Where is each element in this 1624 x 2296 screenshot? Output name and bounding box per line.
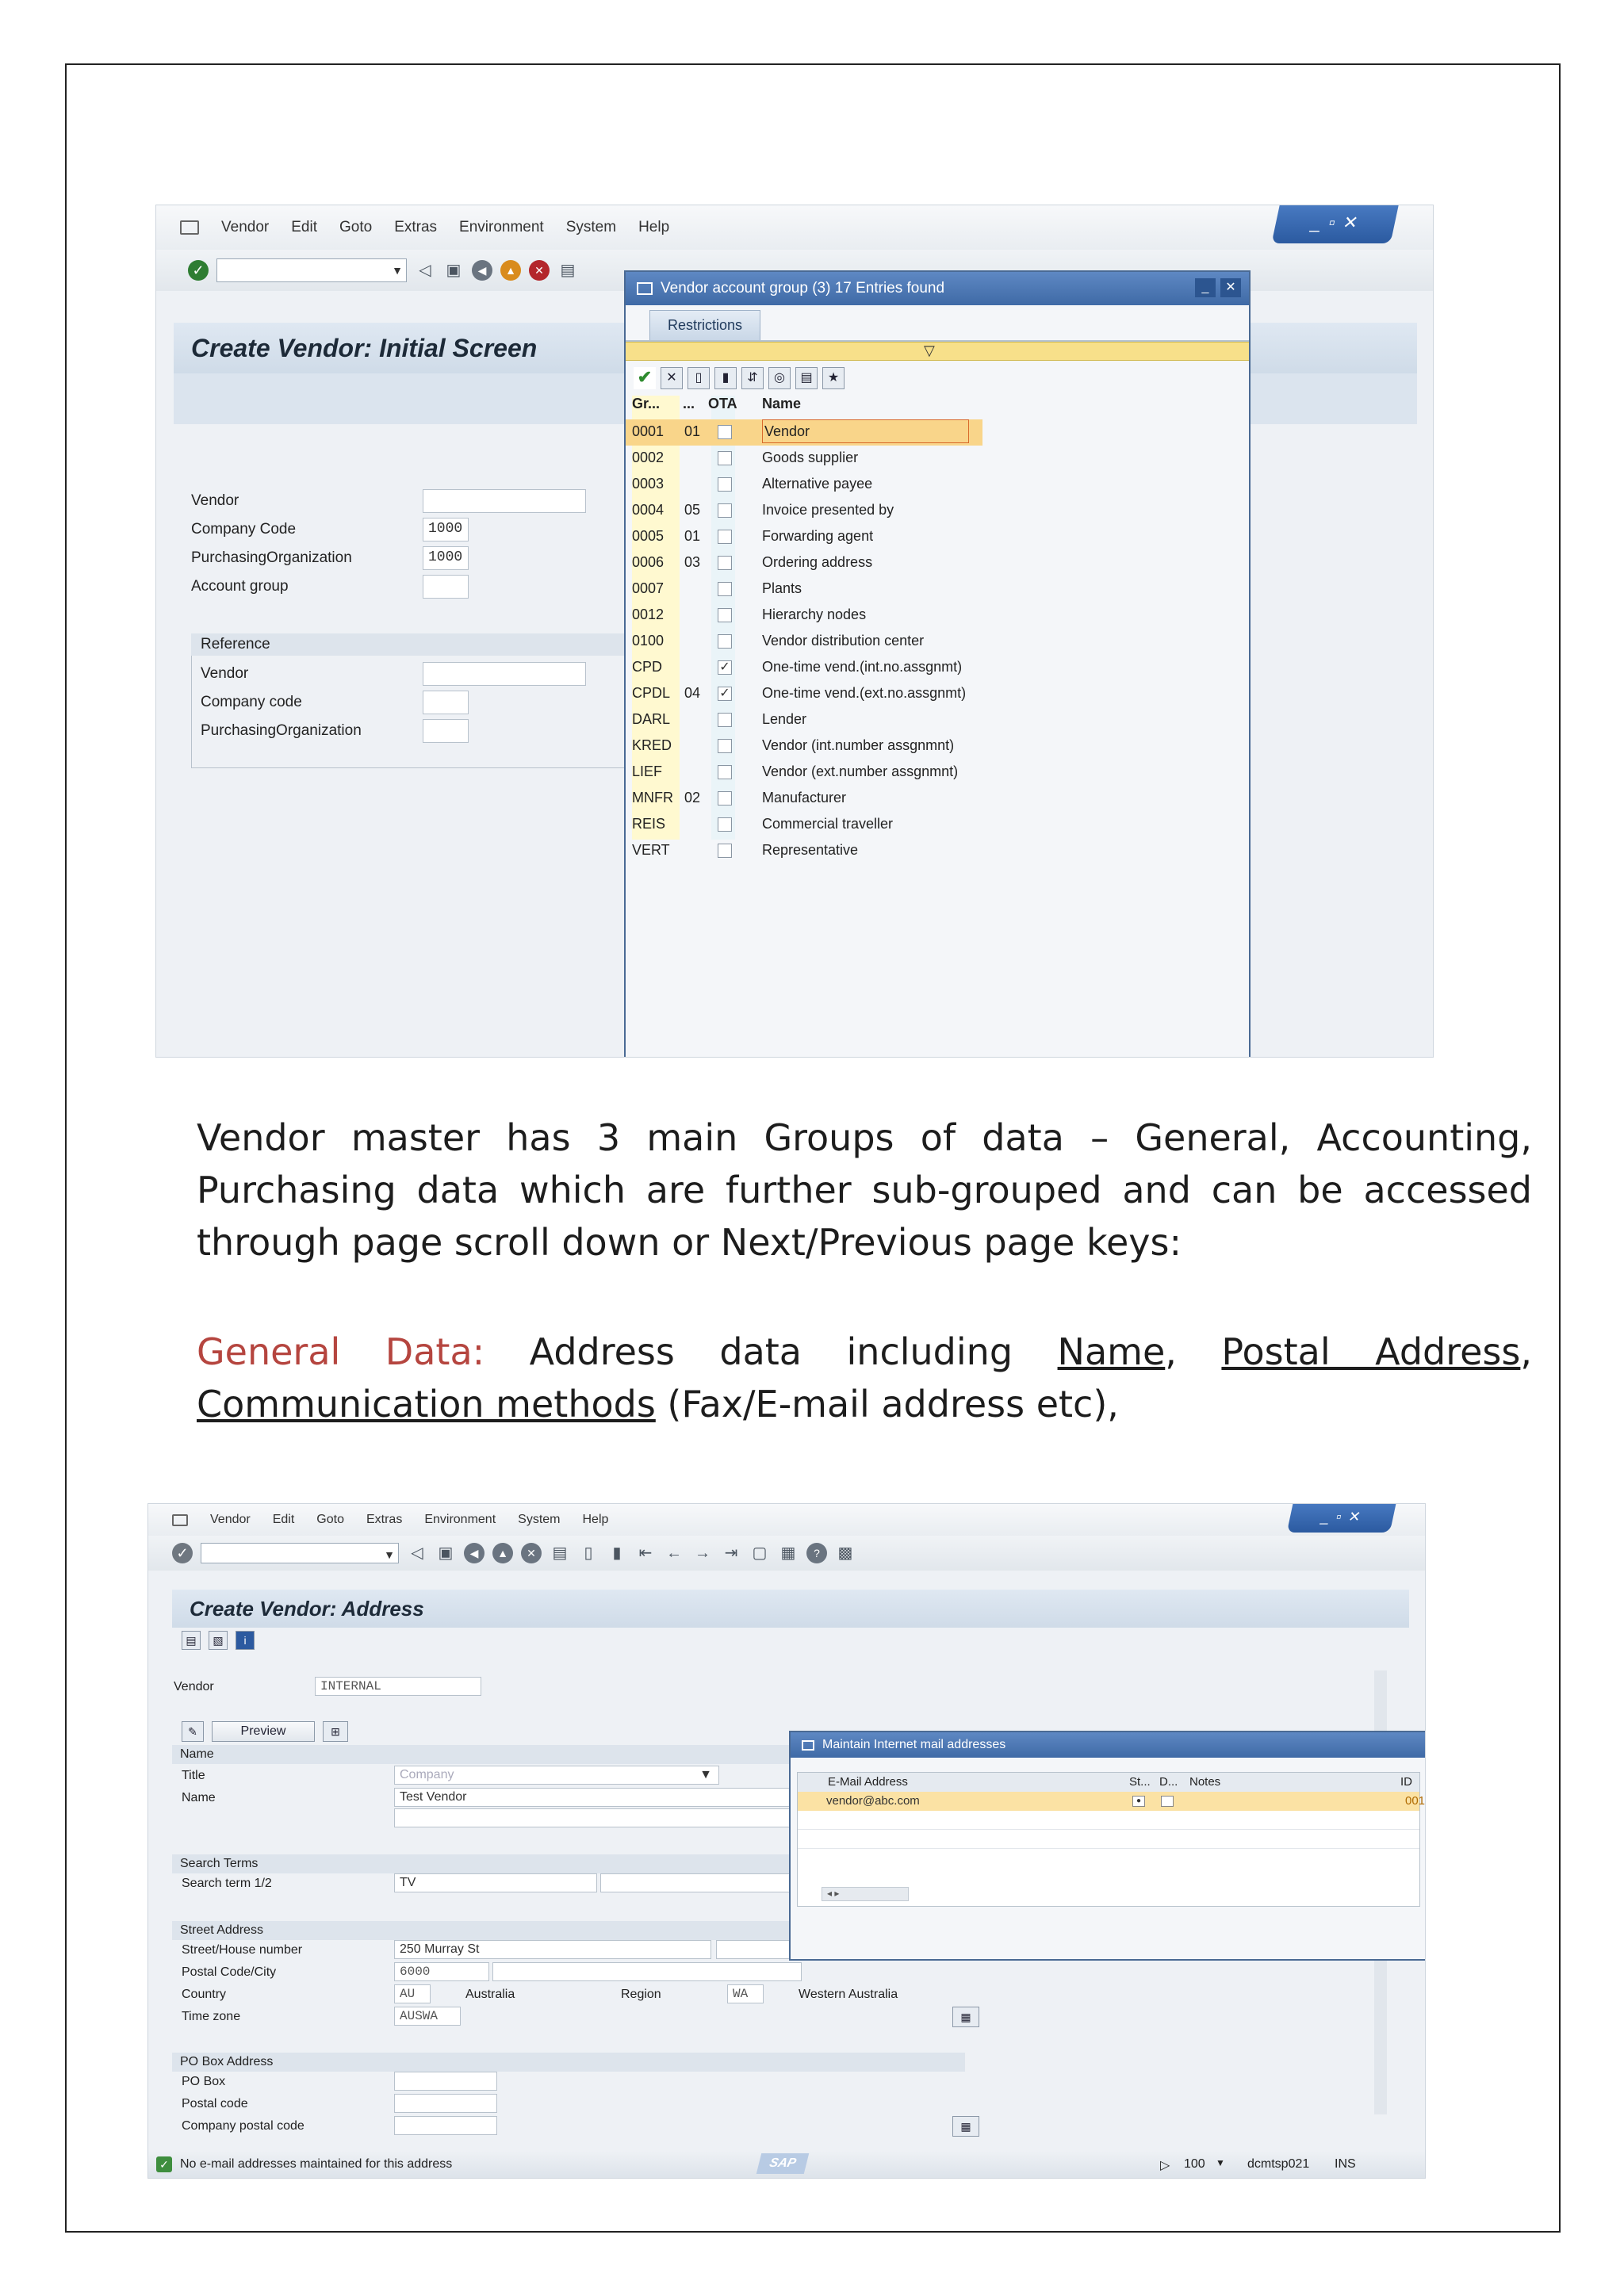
group-code-cell: 0001 xyxy=(632,423,665,439)
name-input-2[interactable] xyxy=(394,1808,806,1827)
menu-system[interactable]: System xyxy=(518,1513,561,1526)
account-group-name-cell: Hierarchy nodes xyxy=(762,607,867,622)
po-box-input[interactable] xyxy=(394,2072,497,2091)
region-input[interactable]: WA xyxy=(727,1984,764,2003)
next-page-icon[interactable]: → xyxy=(695,1544,710,1562)
email-table-header xyxy=(798,1773,1419,1792)
sap-logo-icon: SAP xyxy=(756,2153,809,2174)
one-time-account-checkbox[interactable] xyxy=(718,791,732,806)
company-postal-code-label: Company postal code xyxy=(182,2119,304,2133)
title-dropdown[interactable] xyxy=(394,1766,719,1785)
account-group-name-cell: Vendor (ext.number assgnmnt) xyxy=(762,763,959,779)
one-time-account-checkbox[interactable] xyxy=(718,634,732,649)
reference-purchasing-org-label: PurchasingOrganization xyxy=(201,722,362,739)
menu-goto[interactable]: Goto xyxy=(316,1513,344,1526)
group-code-cell: 0002 xyxy=(632,450,665,465)
postal-address-link[interactable]: Postal Address xyxy=(1221,1330,1521,1373)
play-icon[interactable]: ▷ xyxy=(1160,2159,1170,2172)
page-title: Create Vendor: Address xyxy=(172,1590,1409,1628)
cancel-icon[interactable]: ✕ xyxy=(521,1543,542,1563)
one-time-account-checkbox[interactable] xyxy=(718,503,732,518)
empty-row xyxy=(798,1811,1419,1830)
vendor-value: INTERNAL xyxy=(315,1677,481,1696)
account-group-row[interactable] xyxy=(626,576,982,603)
body-paragraph-general-data xyxy=(197,1326,1532,1430)
save-icon[interactable]: ▣ xyxy=(438,1544,454,1562)
account-group-name-cell: Lender xyxy=(762,711,807,727)
account-group-row[interactable] xyxy=(626,629,982,655)
find-next-icon[interactable]: ▮ xyxy=(612,1544,622,1562)
column-do-not-use[interactable]: D... xyxy=(1159,1775,1178,1789)
search-term-2-input[interactable] xyxy=(600,1873,803,1892)
region-name: Western Australia xyxy=(799,1988,898,2001)
one-time-account-checkbox[interactable] xyxy=(718,739,732,753)
find-icon[interactable]: ▯ xyxy=(584,1544,593,1562)
reference-company-code-input[interactable] xyxy=(423,691,469,714)
general-data-lead: General Data: xyxy=(197,1330,485,1373)
menu-bar xyxy=(156,205,1433,250)
name-label: Name xyxy=(182,1791,216,1804)
one-time-account-checkbox[interactable]: ✓ xyxy=(718,660,732,675)
account-group-name-cell: Plants xyxy=(762,580,802,596)
insert-mode: INS xyxy=(1335,2157,1356,2171)
group-code-cell: CPDL xyxy=(632,685,671,701)
layout-icon[interactable]: ▩ xyxy=(837,1544,853,1562)
menu-system[interactable]: System xyxy=(565,219,617,235)
more-fields-icon[interactable]: ▦ xyxy=(952,2007,979,2027)
success-status-icon: ✓ xyxy=(156,2156,172,2172)
reference-heading: Reference xyxy=(191,633,635,656)
number-range-cell: 01 xyxy=(684,423,701,439)
account-group-row[interactable] xyxy=(626,472,982,498)
one-time-account-checkbox[interactable] xyxy=(718,608,732,622)
first-page-icon[interactable]: ⇤ xyxy=(638,1544,653,1562)
group-code-cell: CPD xyxy=(632,659,663,675)
title-label: Title xyxy=(182,1769,205,1782)
text-segment: , xyxy=(1520,1330,1532,1373)
postal-code-input[interactable]: 6000 xyxy=(394,1962,489,1981)
postal-code-city-label: Postal Code/City xyxy=(182,1965,277,1979)
standard-toolbar xyxy=(148,1536,1425,1571)
popup-title-bar xyxy=(626,272,1249,305)
reference-vendor-input[interactable] xyxy=(423,662,586,686)
group-code-cell: KRED xyxy=(632,737,672,753)
do-not-use-checkbox[interactable] xyxy=(1161,1796,1174,1807)
communication-methods-link[interactable]: Communication methods xyxy=(197,1383,656,1425)
purchasing-org-label: PurchasingOrganization xyxy=(191,549,352,566)
check-icon[interactable]: ✎ xyxy=(182,1721,204,1742)
one-time-account-checkbox[interactable] xyxy=(718,713,732,727)
one-time-account-checkbox[interactable] xyxy=(718,477,732,492)
email-row[interactable] xyxy=(798,1792,1426,1811)
window-controls[interactable]: _ ▫ ✕ xyxy=(1287,1503,1397,1533)
filter-triangle-icon: ▽ xyxy=(924,342,935,358)
account-group-row[interactable] xyxy=(626,524,982,550)
number-range-cell: 02 xyxy=(684,790,701,806)
column-ota[interactable]: OTA xyxy=(708,396,737,411)
menu-edit[interactable]: Edit xyxy=(272,1513,295,1526)
exit-icon[interactable]: ▲ xyxy=(500,260,521,281)
one-time-account-checkbox[interactable] xyxy=(718,844,732,858)
account-group-row[interactable] xyxy=(626,838,982,864)
reference-purchasing-org-input[interactable] xyxy=(423,719,469,743)
account-group-row[interactable] xyxy=(626,419,982,446)
one-time-account-checkbox[interactable] xyxy=(718,530,732,544)
account-group-name-cell: Vendor (int.number assgnmnt) xyxy=(762,737,955,753)
account-group-name-cell: Goods supplier xyxy=(762,450,859,465)
print-icon[interactable]: ▤ xyxy=(560,262,576,279)
list-header xyxy=(626,396,982,418)
popup-window-icon xyxy=(637,282,653,295)
maintain-email-popup xyxy=(789,1731,1426,1961)
account-group-name-cell: Ordering address xyxy=(762,554,873,570)
group-code-cell: MNFR xyxy=(632,790,673,806)
server-name: dcmtsp021 xyxy=(1247,2157,1310,2171)
more-fields-icon-2[interactable]: ▦ xyxy=(952,2116,979,2137)
zoom-value[interactable]: 100 xyxy=(1184,2157,1205,2171)
account-group-name-cell: Commercial traveller xyxy=(762,816,894,832)
column-group[interactable]: Gr... xyxy=(632,396,661,411)
preview-button[interactable] xyxy=(212,1721,315,1742)
po-postal-code-input[interactable] xyxy=(394,2094,497,2113)
help-icon[interactable]: ? xyxy=(806,1543,827,1563)
street-label: Street/House number xyxy=(182,1943,303,1957)
sort-icon[interactable]: ⇵ xyxy=(741,367,764,389)
menu-vendor[interactable]: Vendor xyxy=(221,219,270,235)
city-input[interactable] xyxy=(492,1962,802,1981)
number-range-cell: 04 xyxy=(684,685,701,701)
dropdown-arrow-icon: ▼ xyxy=(699,1768,712,1781)
group-code-cell: DARL xyxy=(632,711,671,727)
save-icon[interactable]: ▣ xyxy=(446,262,462,279)
group-code-cell: VERT xyxy=(632,842,670,858)
export-icon[interactable]: ▤ xyxy=(795,367,818,389)
account-group-row[interactable] xyxy=(626,446,982,472)
exit-icon[interactable]: ▲ xyxy=(492,1543,513,1563)
international-versions-icon[interactable]: ⊞ xyxy=(323,1721,348,1742)
text-segment: Address data including xyxy=(485,1330,1058,1373)
account-group-name-cell: Manufacturer xyxy=(762,790,847,806)
menu-environment[interactable]: Environment xyxy=(424,1513,496,1526)
number-range-cell: 05 xyxy=(684,502,701,518)
enter-check-icon[interactable]: ✓ xyxy=(172,1543,193,1563)
shortcut-icon[interactable]: ▦ xyxy=(780,1544,796,1562)
sap-create-vendor-address-screenshot xyxy=(147,1503,1426,2179)
menu-vendor[interactable]: Vendor xyxy=(210,1513,251,1526)
back-icon[interactable]: ◀ xyxy=(464,1543,485,1563)
sap-create-vendor-initial-screenshot xyxy=(155,205,1434,1058)
find-next-icon[interactable]: ▮ xyxy=(714,367,737,389)
purchasing-org-input[interactable]: 1000 xyxy=(423,546,469,570)
street-address-heading: Street Address xyxy=(172,1921,965,1940)
info-icon[interactable]: i xyxy=(236,1631,255,1650)
back-icon[interactable]: ◀ xyxy=(472,260,492,281)
account-group-row[interactable] xyxy=(626,733,982,760)
group-code-cell: 0006 xyxy=(632,554,665,570)
email-table xyxy=(797,1772,1426,1907)
one-time-account-checkbox[interactable] xyxy=(718,817,732,832)
search-term-1-input[interactable]: TV xyxy=(394,1873,597,1892)
body-paragraph-vendor-master: Vendor master has 3 main Groups of data – General, Accounting, Purchasing data which are further sub-grouped and can be accessed through page scroll down or Next/Previous page keys: xyxy=(197,1116,1532,1264)
command-field[interactable]: ▼ xyxy=(201,1543,399,1563)
vendor-label: Vendor xyxy=(174,1680,214,1693)
menu-goto[interactable]: Goto xyxy=(339,219,373,235)
last-page-icon[interactable]: ⇥ xyxy=(724,1544,738,1562)
email-address-cell[interactable]: vendor@abc.com xyxy=(826,1794,920,1808)
account-group-row[interactable] xyxy=(626,603,982,629)
country-name: Australia xyxy=(465,1988,515,2001)
zoom-dropdown-icon[interactable]: ▼ xyxy=(1216,2157,1225,2168)
name-group-heading: Name xyxy=(172,1745,965,1764)
info-icon[interactable]: ◎ xyxy=(768,367,791,389)
account-group-name-cell: Invoice presented by xyxy=(762,502,894,518)
search-term-label: Search term 1/2 xyxy=(182,1877,272,1890)
email-popup-title: Maintain Internet mail addresses xyxy=(822,1738,1006,1751)
group-code-cell: 0003 xyxy=(632,476,665,492)
account-group-row[interactable] xyxy=(626,786,982,812)
account-group-row[interactable] xyxy=(626,550,982,576)
name-link[interactable]: Name xyxy=(1057,1330,1166,1373)
status-message: No e-mail addresses maintained for this address xyxy=(180,2157,453,2171)
menu-extras[interactable]: Extras xyxy=(394,219,438,235)
email-popup-title-bar xyxy=(791,1732,1426,1758)
account-group-row[interactable] xyxy=(626,498,982,524)
vendor-input[interactable] xyxy=(423,489,586,513)
preview-label: Preview xyxy=(240,1724,286,1738)
time-zone-input[interactable]: AUSWA xyxy=(394,2007,461,2026)
account-group-row[interactable] xyxy=(626,812,982,838)
company-postal-code-input[interactable] xyxy=(394,2116,497,2135)
account-group-name-cell: Forwarding agent xyxy=(762,528,874,544)
account-group-name-cell: Vendor xyxy=(762,419,969,443)
po-box-label: PO Box xyxy=(182,2075,226,2088)
account-group-name-cell: Alternative payee xyxy=(762,476,873,492)
back-arrow-icon[interactable]: ◁ xyxy=(419,262,431,279)
group-code-cell: 0005 xyxy=(632,528,665,544)
street-input[interactable]: 250 Murray St xyxy=(394,1940,711,1959)
account-group-list xyxy=(626,396,1249,871)
print-icon[interactable]: ▤ xyxy=(552,1544,568,1562)
text-segment: , xyxy=(1165,1330,1222,1373)
cancel-x-icon[interactable]: ✕ xyxy=(661,367,683,389)
popup-title: Vendor account group (3) 17 Entries found xyxy=(661,280,945,297)
group-code-cell: 0004 xyxy=(632,502,665,518)
menu-bar xyxy=(148,1504,1425,1536)
menu-window-icon[interactable] xyxy=(172,1514,188,1526)
command-field[interactable]: ▼ xyxy=(216,258,407,282)
standard-radio[interactable]: ● xyxy=(1132,1796,1145,1807)
po-postal-code-label: Postal code xyxy=(182,2097,248,2110)
account-group-name-cell: One-time vend.(int.no.assgnmt) xyxy=(762,659,963,675)
title-placeholder: Company xyxy=(400,1768,454,1781)
one-time-account-checkbox[interactable] xyxy=(718,556,732,570)
popup-close-button[interactable]: ✕ xyxy=(1220,278,1241,297)
continue-check-icon[interactable]: ✔ xyxy=(634,367,656,389)
number-range-cell: 03 xyxy=(684,554,701,570)
one-time-account-checkbox[interactable] xyxy=(718,425,732,439)
popup-toolbar xyxy=(626,361,1249,396)
column-notes[interactable]: Notes xyxy=(1189,1775,1221,1789)
reference-company-code-label: Company code xyxy=(201,694,302,710)
horizontal-scrollbar[interactable]: ◂ ▸ xyxy=(822,1887,909,1901)
account-group-name-cell: Representative xyxy=(762,842,859,858)
restrictions-toggle-bar[interactable] xyxy=(626,342,1249,361)
back-arrow-icon[interactable]: ◁ xyxy=(411,1544,423,1562)
column-number[interactable]: ... xyxy=(683,396,695,411)
one-time-account-checkbox[interactable]: ✓ xyxy=(718,687,732,701)
cancel-icon[interactable]: ✕ xyxy=(529,260,550,281)
account-group-row[interactable] xyxy=(626,707,982,733)
popup-tabstrip xyxy=(626,305,1249,342)
window-controls[interactable]: _ ▫ ✕ xyxy=(1271,205,1399,243)
menu-window-icon[interactable] xyxy=(180,220,199,235)
column-standard[interactable]: St... xyxy=(1129,1775,1151,1789)
group-code-cell: 0007 xyxy=(632,580,665,596)
previous-page-icon[interactable]: ← xyxy=(666,1544,682,1562)
column-id[interactable]: ID xyxy=(1400,1775,1412,1789)
one-time-account-checkbox[interactable] xyxy=(718,765,732,779)
menu-extras[interactable]: Extras xyxy=(366,1513,403,1526)
column-email[interactable]: E-Mail Address xyxy=(828,1775,908,1789)
popup-minimize-button[interactable]: _ xyxy=(1195,278,1216,297)
group-code-cell: REIS xyxy=(632,816,666,832)
po-box-heading: PO Box Address xyxy=(172,2053,965,2072)
group-code-cell: LIEF xyxy=(632,763,663,779)
account-group-label: Account group xyxy=(191,578,289,595)
display-change-icon[interactable]: ▤ xyxy=(182,1631,201,1650)
vendor-account-group-popup xyxy=(624,270,1251,1058)
tab-restrictions[interactable]: Restrictions xyxy=(649,310,760,340)
group-code-cell: 0100 xyxy=(632,633,665,649)
column-name[interactable]: Name xyxy=(762,396,802,411)
account-group-name-cell: Vendor distribution center xyxy=(762,633,925,649)
new-session-icon[interactable]: ▢ xyxy=(752,1544,768,1562)
company-code-input[interactable]: 1000 xyxy=(423,518,469,541)
empty-row xyxy=(798,1830,1419,1849)
number-range-cell: 01 xyxy=(684,528,701,544)
country-label: Country xyxy=(182,1988,227,2001)
one-time-account-checkbox[interactable] xyxy=(718,451,732,465)
personal-list-icon[interactable]: ★ xyxy=(822,367,845,389)
vendor-label: Vendor xyxy=(191,492,239,509)
account-group-row[interactable] xyxy=(626,655,982,681)
status-bar xyxy=(148,2151,1425,2178)
time-zone-label: Time zone xyxy=(182,2010,241,2023)
id-cell: 001 xyxy=(1405,1794,1426,1808)
page-title: Create Vendor: Initial Screen xyxy=(174,323,1417,373)
one-time-account-checkbox[interactable] xyxy=(718,582,732,596)
region-label: Region xyxy=(621,1988,661,2001)
enter-check-icon[interactable]: ✓ xyxy=(188,260,209,281)
account-group-row[interactable] xyxy=(626,760,982,786)
menu-environment[interactable]: Environment xyxy=(459,219,544,235)
text-segment: (Fax/E-mail address etc), xyxy=(655,1383,1119,1425)
search-terms-heading: Search Terms xyxy=(172,1854,965,1873)
other-vendor-icon[interactable]: ▧ xyxy=(209,1631,228,1650)
group-code-cell: 0012 xyxy=(632,607,665,622)
find-icon[interactable]: ▯ xyxy=(688,367,710,389)
menu-edit[interactable]: Edit xyxy=(291,219,317,235)
name-input[interactable]: Test Vendor xyxy=(394,1788,806,1807)
menu-help[interactable]: Help xyxy=(582,1513,609,1526)
reference-vendor-label: Vendor xyxy=(201,665,249,682)
account-group-row[interactable] xyxy=(626,681,982,707)
account-group-input[interactable] xyxy=(423,575,469,599)
company-code-label: Company Code xyxy=(191,521,297,538)
menu-help[interactable]: Help xyxy=(638,219,670,235)
account-group-name-cell: One-time vend.(ext.no.assgnmt) xyxy=(762,685,967,701)
country-input[interactable]: AU xyxy=(394,1984,431,2003)
popup-window-icon xyxy=(802,1740,814,1751)
